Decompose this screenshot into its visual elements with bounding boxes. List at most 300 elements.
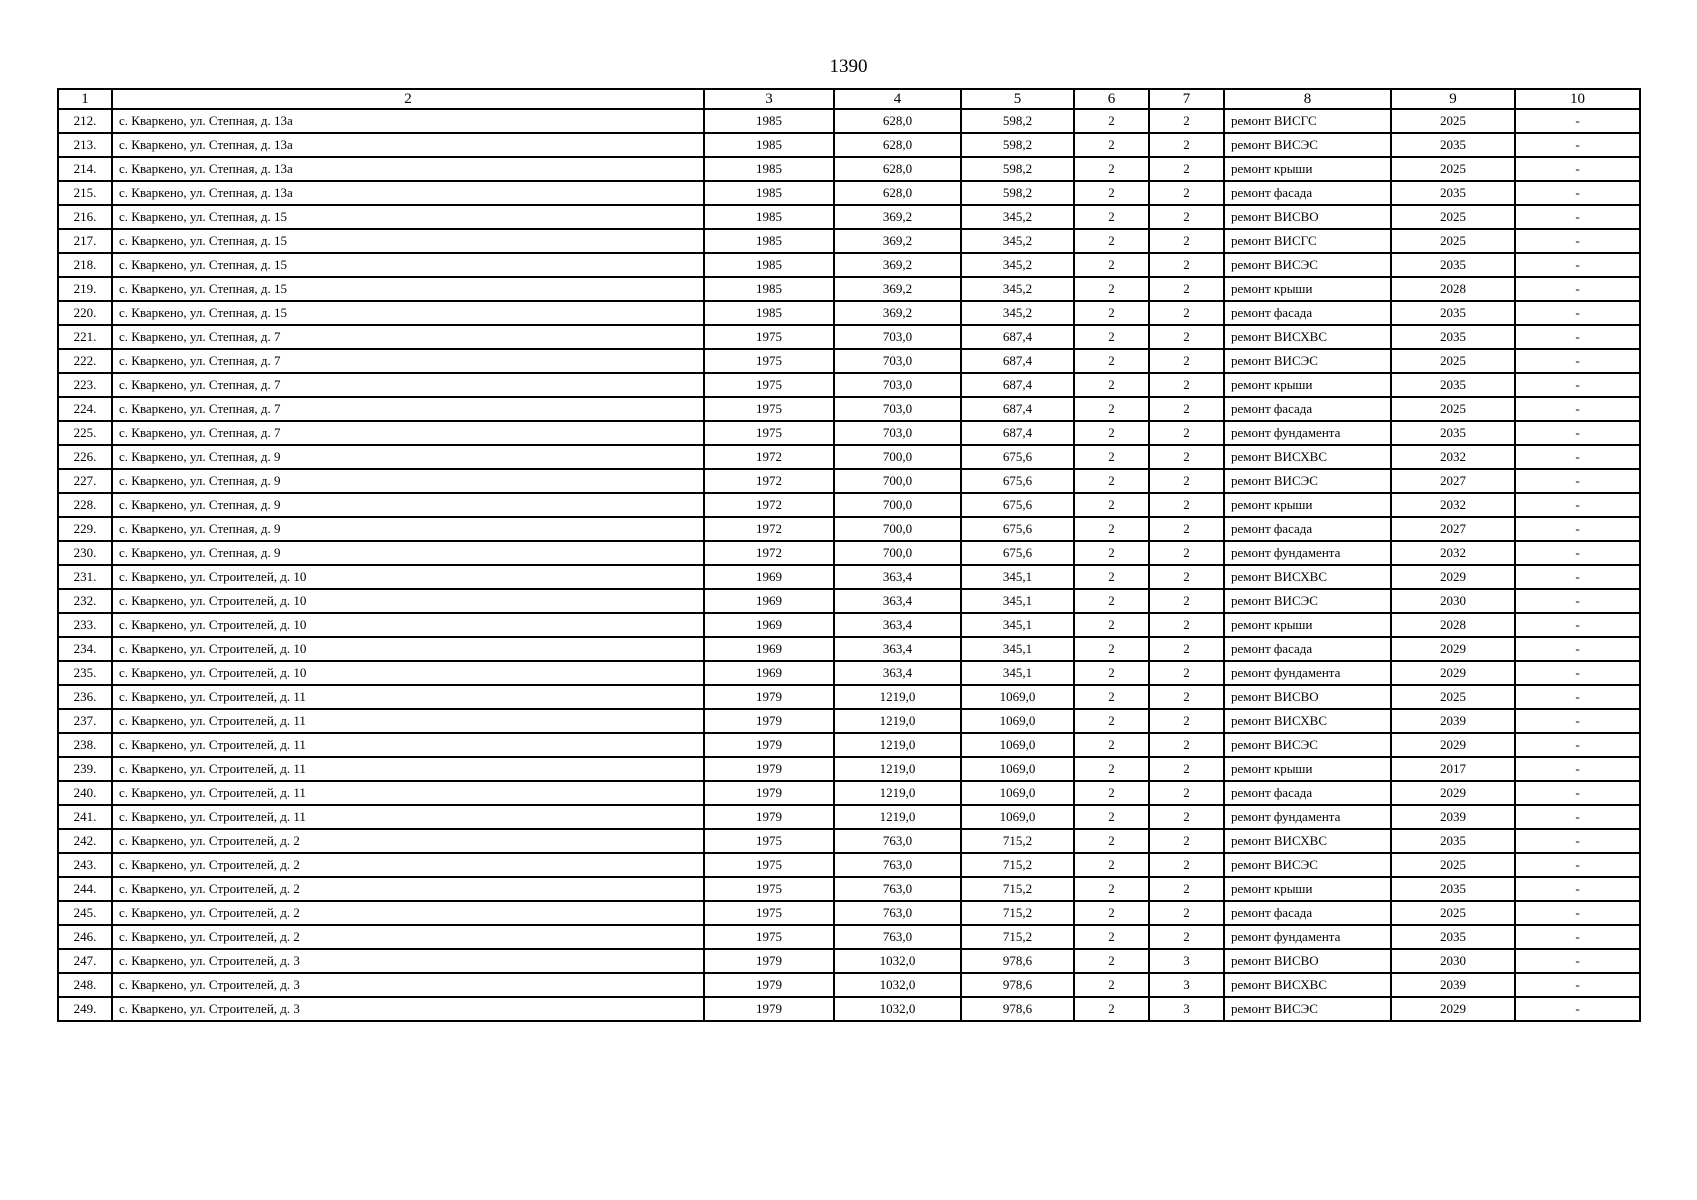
- cell-work-type: ремонт фасада: [1224, 781, 1391, 805]
- cell-living-area: 687,4: [961, 373, 1074, 397]
- cell-work-type: ремонт фундамента: [1224, 805, 1391, 829]
- cell-build-year: 1969: [704, 637, 834, 661]
- cell-total-area: 700,0: [834, 541, 961, 565]
- cell-build-year: 1975: [704, 373, 834, 397]
- column-header-10: 10: [1515, 89, 1640, 109]
- cell-col-7: 2: [1149, 493, 1224, 517]
- cell-total-area: 363,4: [834, 637, 961, 661]
- cell-total-area: 369,2: [834, 229, 961, 253]
- cell-row-number: 248.: [58, 973, 112, 997]
- column-header-9: 9: [1391, 89, 1515, 109]
- cell-row-number: 234.: [58, 637, 112, 661]
- cell-address: с. Кваркено, ул. Строителей, д. 10: [112, 637, 704, 661]
- table-row: [58, 373, 1640, 397]
- cell-row-number: 226.: [58, 445, 112, 469]
- table-row: [58, 445, 1640, 469]
- cell-col-6: 2: [1074, 685, 1149, 709]
- cell-col-10: -: [1515, 829, 1640, 853]
- cell-col-7: 2: [1149, 253, 1224, 277]
- cell-col-7: 3: [1149, 949, 1224, 973]
- cell-col-6: 2: [1074, 709, 1149, 733]
- cell-build-year: 1975: [704, 325, 834, 349]
- cell-total-area: 700,0: [834, 469, 961, 493]
- cell-col-10: -: [1515, 781, 1640, 805]
- page-number: 1390: [829, 56, 868, 77]
- cell-col-10: -: [1515, 637, 1640, 661]
- cell-address: с. Кваркено, ул. Степная, д. 7: [112, 325, 704, 349]
- cell-build-year: 1972: [704, 541, 834, 565]
- cell-row-number: 243.: [58, 853, 112, 877]
- cell-planned-year: 2029: [1391, 637, 1515, 661]
- cell-col-10: -: [1515, 301, 1640, 325]
- table-row: [58, 301, 1640, 325]
- cell-col-6: 2: [1074, 901, 1149, 925]
- cell-col-7: 3: [1149, 973, 1224, 997]
- cell-col-10: -: [1515, 589, 1640, 613]
- cell-living-area: 345,1: [961, 637, 1074, 661]
- cell-col-6: 2: [1074, 301, 1149, 325]
- cell-work-type: ремонт ВИСЭС: [1224, 349, 1391, 373]
- cell-row-number: 220.: [58, 301, 112, 325]
- cell-col-6: 2: [1074, 949, 1149, 973]
- cell-col-10: -: [1515, 925, 1640, 949]
- cell-planned-year: 2035: [1391, 325, 1515, 349]
- cell-work-type: ремонт ВИСХВС: [1224, 973, 1391, 997]
- cell-living-area: 1069,0: [961, 733, 1074, 757]
- cell-col-10: -: [1515, 517, 1640, 541]
- cell-total-area: 363,4: [834, 565, 961, 589]
- cell-build-year: 1985: [704, 157, 834, 181]
- cell-build-year: 1985: [704, 301, 834, 325]
- table-row: [58, 973, 1640, 997]
- cell-work-type: ремонт крыши: [1224, 877, 1391, 901]
- cell-col-6: 2: [1074, 541, 1149, 565]
- cell-build-year: 1972: [704, 445, 834, 469]
- cell-row-number: 247.: [58, 949, 112, 973]
- cell-planned-year: 2039: [1391, 709, 1515, 733]
- cell-row-number: 242.: [58, 829, 112, 853]
- cell-col-6: 2: [1074, 757, 1149, 781]
- cell-address: с. Кваркено, ул. Строителей, д. 10: [112, 565, 704, 589]
- cell-col-10: -: [1515, 205, 1640, 229]
- column-header-7: 7: [1149, 89, 1224, 109]
- cell-build-year: 1975: [704, 901, 834, 925]
- cell-planned-year: 2025: [1391, 901, 1515, 925]
- cell-planned-year: 2035: [1391, 829, 1515, 853]
- cell-address: с. Кваркено, ул. Степная, д. 9: [112, 493, 704, 517]
- cell-address: с. Кваркено, ул. Степная, д. 7: [112, 397, 704, 421]
- cell-col-7: 2: [1149, 901, 1224, 925]
- cell-living-area: 978,6: [961, 973, 1074, 997]
- cell-col-7: 2: [1149, 301, 1224, 325]
- cell-work-type: ремонт фасада: [1224, 637, 1391, 661]
- cell-col-6: 2: [1074, 565, 1149, 589]
- table-row: [58, 637, 1640, 661]
- cell-work-type: ремонт ВИСВО: [1224, 205, 1391, 229]
- cell-address: с. Кваркено, ул. Степная, д. 9: [112, 541, 704, 565]
- cell-col-10: -: [1515, 229, 1640, 253]
- cell-col-10: -: [1515, 157, 1640, 181]
- cell-total-area: 1219,0: [834, 757, 961, 781]
- table-row: [58, 733, 1640, 757]
- cell-build-year: 1985: [704, 229, 834, 253]
- cell-living-area: 598,2: [961, 181, 1074, 205]
- cell-col-7: 2: [1149, 205, 1224, 229]
- cell-living-area: 345,1: [961, 661, 1074, 685]
- cell-planned-year: 2035: [1391, 877, 1515, 901]
- cell-row-number: 219.: [58, 277, 112, 301]
- table-row: [58, 901, 1640, 925]
- table-row: [58, 349, 1640, 373]
- cell-col-6: 2: [1074, 157, 1149, 181]
- cell-col-10: -: [1515, 421, 1640, 445]
- cell-living-area: 1069,0: [961, 709, 1074, 733]
- cell-planned-year: 2029: [1391, 733, 1515, 757]
- cell-col-7: 2: [1149, 469, 1224, 493]
- cell-col-7: 2: [1149, 517, 1224, 541]
- cell-work-type: ремонт ВИСЭС: [1224, 853, 1391, 877]
- cell-col-10: -: [1515, 565, 1640, 589]
- cell-build-year: 1985: [704, 133, 834, 157]
- cell-row-number: 224.: [58, 397, 112, 421]
- cell-col-10: -: [1515, 685, 1640, 709]
- cell-row-number: 249.: [58, 997, 112, 1021]
- cell-work-type: ремонт ВИСЭС: [1224, 469, 1391, 493]
- cell-row-number: 212.: [58, 109, 112, 133]
- cell-row-number: 217.: [58, 229, 112, 253]
- cell-work-type: ремонт ВИСВО: [1224, 949, 1391, 973]
- cell-col-7: 2: [1149, 709, 1224, 733]
- cell-total-area: 700,0: [834, 445, 961, 469]
- cell-row-number: 229.: [58, 517, 112, 541]
- cell-living-area: 687,4: [961, 421, 1074, 445]
- cell-col-6: 2: [1074, 397, 1149, 421]
- registry-table: [57, 88, 1641, 1022]
- cell-work-type: ремонт ВИСХВС: [1224, 709, 1391, 733]
- cell-planned-year: 2039: [1391, 805, 1515, 829]
- cell-living-area: 675,6: [961, 517, 1074, 541]
- cell-total-area: 1032,0: [834, 997, 961, 1021]
- cell-build-year: 1969: [704, 589, 834, 613]
- cell-col-6: 2: [1074, 421, 1149, 445]
- cell-col-7: 2: [1149, 805, 1224, 829]
- cell-col-6: 2: [1074, 613, 1149, 637]
- cell-build-year: 1985: [704, 205, 834, 229]
- cell-work-type: ремонт крыши: [1224, 757, 1391, 781]
- cell-total-area: 1219,0: [834, 685, 961, 709]
- table-row: [58, 109, 1640, 133]
- cell-row-number: 214.: [58, 157, 112, 181]
- cell-build-year: 1975: [704, 421, 834, 445]
- cell-address: с. Кваркено, ул. Степная, д. 13а: [112, 133, 704, 157]
- table-row: [58, 853, 1640, 877]
- cell-address: с. Кваркено, ул. Строителей, д. 11: [112, 709, 704, 733]
- cell-address: с. Кваркено, ул. Строителей, д. 3: [112, 973, 704, 997]
- cell-planned-year: 2035: [1391, 421, 1515, 445]
- cell-row-number: 241.: [58, 805, 112, 829]
- cell-col-7: 2: [1149, 829, 1224, 853]
- cell-address: с. Кваркено, ул. Степная, д. 13а: [112, 109, 704, 133]
- cell-col-7: 2: [1149, 733, 1224, 757]
- cell-col-10: -: [1515, 109, 1640, 133]
- cell-col-7: 3: [1149, 997, 1224, 1021]
- cell-address: с. Кваркено, ул. Строителей, д. 11: [112, 781, 704, 805]
- cell-col-10: -: [1515, 373, 1640, 397]
- cell-planned-year: 2035: [1391, 253, 1515, 277]
- cell-address: с. Кваркено, ул. Степная, д. 7: [112, 421, 704, 445]
- cell-planned-year: 2032: [1391, 541, 1515, 565]
- cell-col-7: 2: [1149, 637, 1224, 661]
- cell-planned-year: 2035: [1391, 925, 1515, 949]
- cell-col-6: 2: [1074, 517, 1149, 541]
- column-header-8: 8: [1224, 89, 1391, 109]
- cell-build-year: 1979: [704, 757, 834, 781]
- cell-total-area: 1219,0: [834, 709, 961, 733]
- cell-total-area: 700,0: [834, 493, 961, 517]
- cell-row-number: 221.: [58, 325, 112, 349]
- cell-living-area: 978,6: [961, 997, 1074, 1021]
- cell-build-year: 1975: [704, 397, 834, 421]
- cell-col-7: 2: [1149, 781, 1224, 805]
- cell-col-6: 2: [1074, 325, 1149, 349]
- cell-planned-year: 2035: [1391, 301, 1515, 325]
- cell-col-10: -: [1515, 949, 1640, 973]
- cell-row-number: 246.: [58, 925, 112, 949]
- cell-col-6: 2: [1074, 205, 1149, 229]
- cell-living-area: 345,2: [961, 205, 1074, 229]
- cell-col-6: 2: [1074, 733, 1149, 757]
- cell-col-10: -: [1515, 493, 1640, 517]
- cell-row-number: 233.: [58, 613, 112, 637]
- cell-col-10: -: [1515, 661, 1640, 685]
- table-row: [58, 781, 1640, 805]
- table-row: [58, 661, 1640, 685]
- cell-work-type: ремонт крыши: [1224, 493, 1391, 517]
- cell-planned-year: 2027: [1391, 469, 1515, 493]
- cell-address: с. Кваркено, ул. Степная, д. 9: [112, 445, 704, 469]
- cell-build-year: 1979: [704, 781, 834, 805]
- table-row: [58, 541, 1640, 565]
- table-row: [58, 949, 1640, 973]
- cell-address: с. Кваркено, ул. Степная, д. 13а: [112, 157, 704, 181]
- column-header-1: 1: [58, 89, 112, 109]
- table-row: [58, 397, 1640, 421]
- cell-row-number: 245.: [58, 901, 112, 925]
- cell-planned-year: 2039: [1391, 973, 1515, 997]
- cell-living-area: 345,1: [961, 589, 1074, 613]
- cell-work-type: ремонт крыши: [1224, 157, 1391, 181]
- cell-col-7: 2: [1149, 541, 1224, 565]
- cell-build-year: 1979: [704, 805, 834, 829]
- cell-living-area: 978,6: [961, 949, 1074, 973]
- cell-living-area: 715,2: [961, 901, 1074, 925]
- cell-col-10: -: [1515, 757, 1640, 781]
- cell-total-area: 703,0: [834, 397, 961, 421]
- cell-row-number: 230.: [58, 541, 112, 565]
- cell-col-7: 2: [1149, 229, 1224, 253]
- cell-row-number: 218.: [58, 253, 112, 277]
- table-row: [58, 133, 1640, 157]
- cell-living-area: 687,4: [961, 349, 1074, 373]
- table-row: [58, 589, 1640, 613]
- cell-planned-year: 2028: [1391, 277, 1515, 301]
- cell-planned-year: 2029: [1391, 565, 1515, 589]
- cell-address: с. Кваркено, ул. Строителей, д. 2: [112, 901, 704, 925]
- cell-build-year: 1979: [704, 997, 834, 1021]
- cell-work-type: ремонт ВИСЭС: [1224, 589, 1391, 613]
- table-row: [58, 805, 1640, 829]
- cell-build-year: 1975: [704, 925, 834, 949]
- cell-address: с. Кваркено, ул. Степная, д. 9: [112, 469, 704, 493]
- cell-living-area: 345,2: [961, 301, 1074, 325]
- cell-planned-year: 2029: [1391, 661, 1515, 685]
- cell-work-type: ремонт ВИСЭС: [1224, 733, 1391, 757]
- cell-work-type: ремонт крыши: [1224, 277, 1391, 301]
- cell-col-10: -: [1515, 853, 1640, 877]
- cell-col-7: 2: [1149, 181, 1224, 205]
- cell-planned-year: 2035: [1391, 181, 1515, 205]
- cell-planned-year: 2032: [1391, 445, 1515, 469]
- cell-build-year: 1985: [704, 277, 834, 301]
- cell-build-year: 1972: [704, 493, 834, 517]
- cell-living-area: 598,2: [961, 133, 1074, 157]
- cell-col-10: -: [1515, 709, 1640, 733]
- cell-build-year: 1979: [704, 709, 834, 733]
- cell-col-7: 2: [1149, 613, 1224, 637]
- cell-planned-year: 2025: [1391, 205, 1515, 229]
- cell-address: с. Кваркено, ул. Степная, д. 15: [112, 229, 704, 253]
- cell-col-6: 2: [1074, 589, 1149, 613]
- cell-planned-year: 2017: [1391, 757, 1515, 781]
- cell-col-10: -: [1515, 349, 1640, 373]
- header-row: [58, 89, 1640, 109]
- cell-living-area: 345,1: [961, 613, 1074, 637]
- column-header-2: 2: [112, 89, 704, 109]
- cell-living-area: 598,2: [961, 109, 1074, 133]
- cell-planned-year: 2030: [1391, 949, 1515, 973]
- cell-col-6: 2: [1074, 781, 1149, 805]
- cell-col-7: 2: [1149, 925, 1224, 949]
- cell-work-type: ремонт ВИСЭС: [1224, 133, 1391, 157]
- table-row: [58, 325, 1640, 349]
- cell-build-year: 1975: [704, 853, 834, 877]
- cell-total-area: 763,0: [834, 901, 961, 925]
- table-row: [58, 157, 1640, 181]
- cell-col-6: 2: [1074, 997, 1149, 1021]
- cell-build-year: 1979: [704, 949, 834, 973]
- cell-col-6: 2: [1074, 493, 1149, 517]
- cell-col-7: 2: [1149, 877, 1224, 901]
- cell-col-10: -: [1515, 805, 1640, 829]
- cell-build-year: 1972: [704, 469, 834, 493]
- cell-build-year: 1975: [704, 877, 834, 901]
- cell-col-6: 2: [1074, 349, 1149, 373]
- cell-planned-year: 2028: [1391, 613, 1515, 637]
- cell-living-area: 1069,0: [961, 757, 1074, 781]
- cell-living-area: 715,2: [961, 925, 1074, 949]
- cell-work-type: ремонт фундамента: [1224, 541, 1391, 565]
- cell-living-area: 715,2: [961, 829, 1074, 853]
- cell-work-type: ремонт фасада: [1224, 901, 1391, 925]
- cell-build-year: 1985: [704, 109, 834, 133]
- cell-living-area: 345,1: [961, 565, 1074, 589]
- cell-col-10: -: [1515, 325, 1640, 349]
- table-row: [58, 253, 1640, 277]
- cell-total-area: 628,0: [834, 181, 961, 205]
- cell-total-area: 628,0: [834, 133, 961, 157]
- cell-build-year: 1969: [704, 565, 834, 589]
- cell-address: с. Кваркено, ул. Строителей, д. 11: [112, 685, 704, 709]
- cell-row-number: 215.: [58, 181, 112, 205]
- cell-address: с. Кваркено, ул. Строителей, д. 2: [112, 829, 704, 853]
- cell-address: с. Кваркено, ул. Строителей, д. 3: [112, 949, 704, 973]
- cell-living-area: 345,2: [961, 253, 1074, 277]
- cell-planned-year: 2027: [1391, 517, 1515, 541]
- table-row: [58, 613, 1640, 637]
- cell-living-area: 345,2: [961, 229, 1074, 253]
- cell-col-6: 2: [1074, 277, 1149, 301]
- cell-work-type: ремонт ВИСЭС: [1224, 997, 1391, 1021]
- cell-living-area: 687,4: [961, 325, 1074, 349]
- cell-work-type: ремонт фасада: [1224, 301, 1391, 325]
- cell-col-6: 2: [1074, 109, 1149, 133]
- cell-build-year: 1969: [704, 613, 834, 637]
- cell-build-year: 1979: [704, 733, 834, 757]
- cell-address: с. Кваркено, ул. Степная, д. 15: [112, 205, 704, 229]
- table-row: [58, 925, 1640, 949]
- cell-col-7: 2: [1149, 157, 1224, 181]
- cell-address: с. Кваркено, ул. Строителей, д. 10: [112, 613, 704, 637]
- cell-planned-year: 2025: [1391, 397, 1515, 421]
- table-header: [58, 89, 1640, 109]
- cell-col-10: -: [1515, 901, 1640, 925]
- cell-total-area: 369,2: [834, 205, 961, 229]
- cell-col-10: -: [1515, 973, 1640, 997]
- table-row: [58, 757, 1640, 781]
- cell-col-7: 2: [1149, 397, 1224, 421]
- cell-col-10: -: [1515, 397, 1640, 421]
- cell-total-area: 703,0: [834, 325, 961, 349]
- cell-col-10: -: [1515, 997, 1640, 1021]
- cell-living-area: 675,6: [961, 469, 1074, 493]
- cell-work-type: ремонт ВИСГС: [1224, 229, 1391, 253]
- cell-row-number: 213.: [58, 133, 112, 157]
- cell-total-area: 763,0: [834, 829, 961, 853]
- cell-col-6: 2: [1074, 973, 1149, 997]
- cell-address: с. Кваркено, ул. Строителей, д. 10: [112, 589, 704, 613]
- cell-col-7: 2: [1149, 853, 1224, 877]
- table-row: [58, 517, 1640, 541]
- table-row: [58, 277, 1640, 301]
- cell-living-area: 1069,0: [961, 781, 1074, 805]
- cell-total-area: 1219,0: [834, 781, 961, 805]
- cell-total-area: 763,0: [834, 925, 961, 949]
- cell-col-6: 2: [1074, 661, 1149, 685]
- cell-row-number: 222.: [58, 349, 112, 373]
- cell-col-6: 2: [1074, 229, 1149, 253]
- table-row: [58, 229, 1640, 253]
- cell-col-6: 2: [1074, 133, 1149, 157]
- cell-col-7: 2: [1149, 589, 1224, 613]
- cell-col-6: 2: [1074, 877, 1149, 901]
- cell-planned-year: 2025: [1391, 229, 1515, 253]
- cell-col-7: 2: [1149, 661, 1224, 685]
- cell-col-6: 2: [1074, 253, 1149, 277]
- cell-col-6: 2: [1074, 853, 1149, 877]
- cell-total-area: 369,2: [834, 253, 961, 277]
- cell-total-area: 363,4: [834, 589, 961, 613]
- cell-planned-year: 2029: [1391, 997, 1515, 1021]
